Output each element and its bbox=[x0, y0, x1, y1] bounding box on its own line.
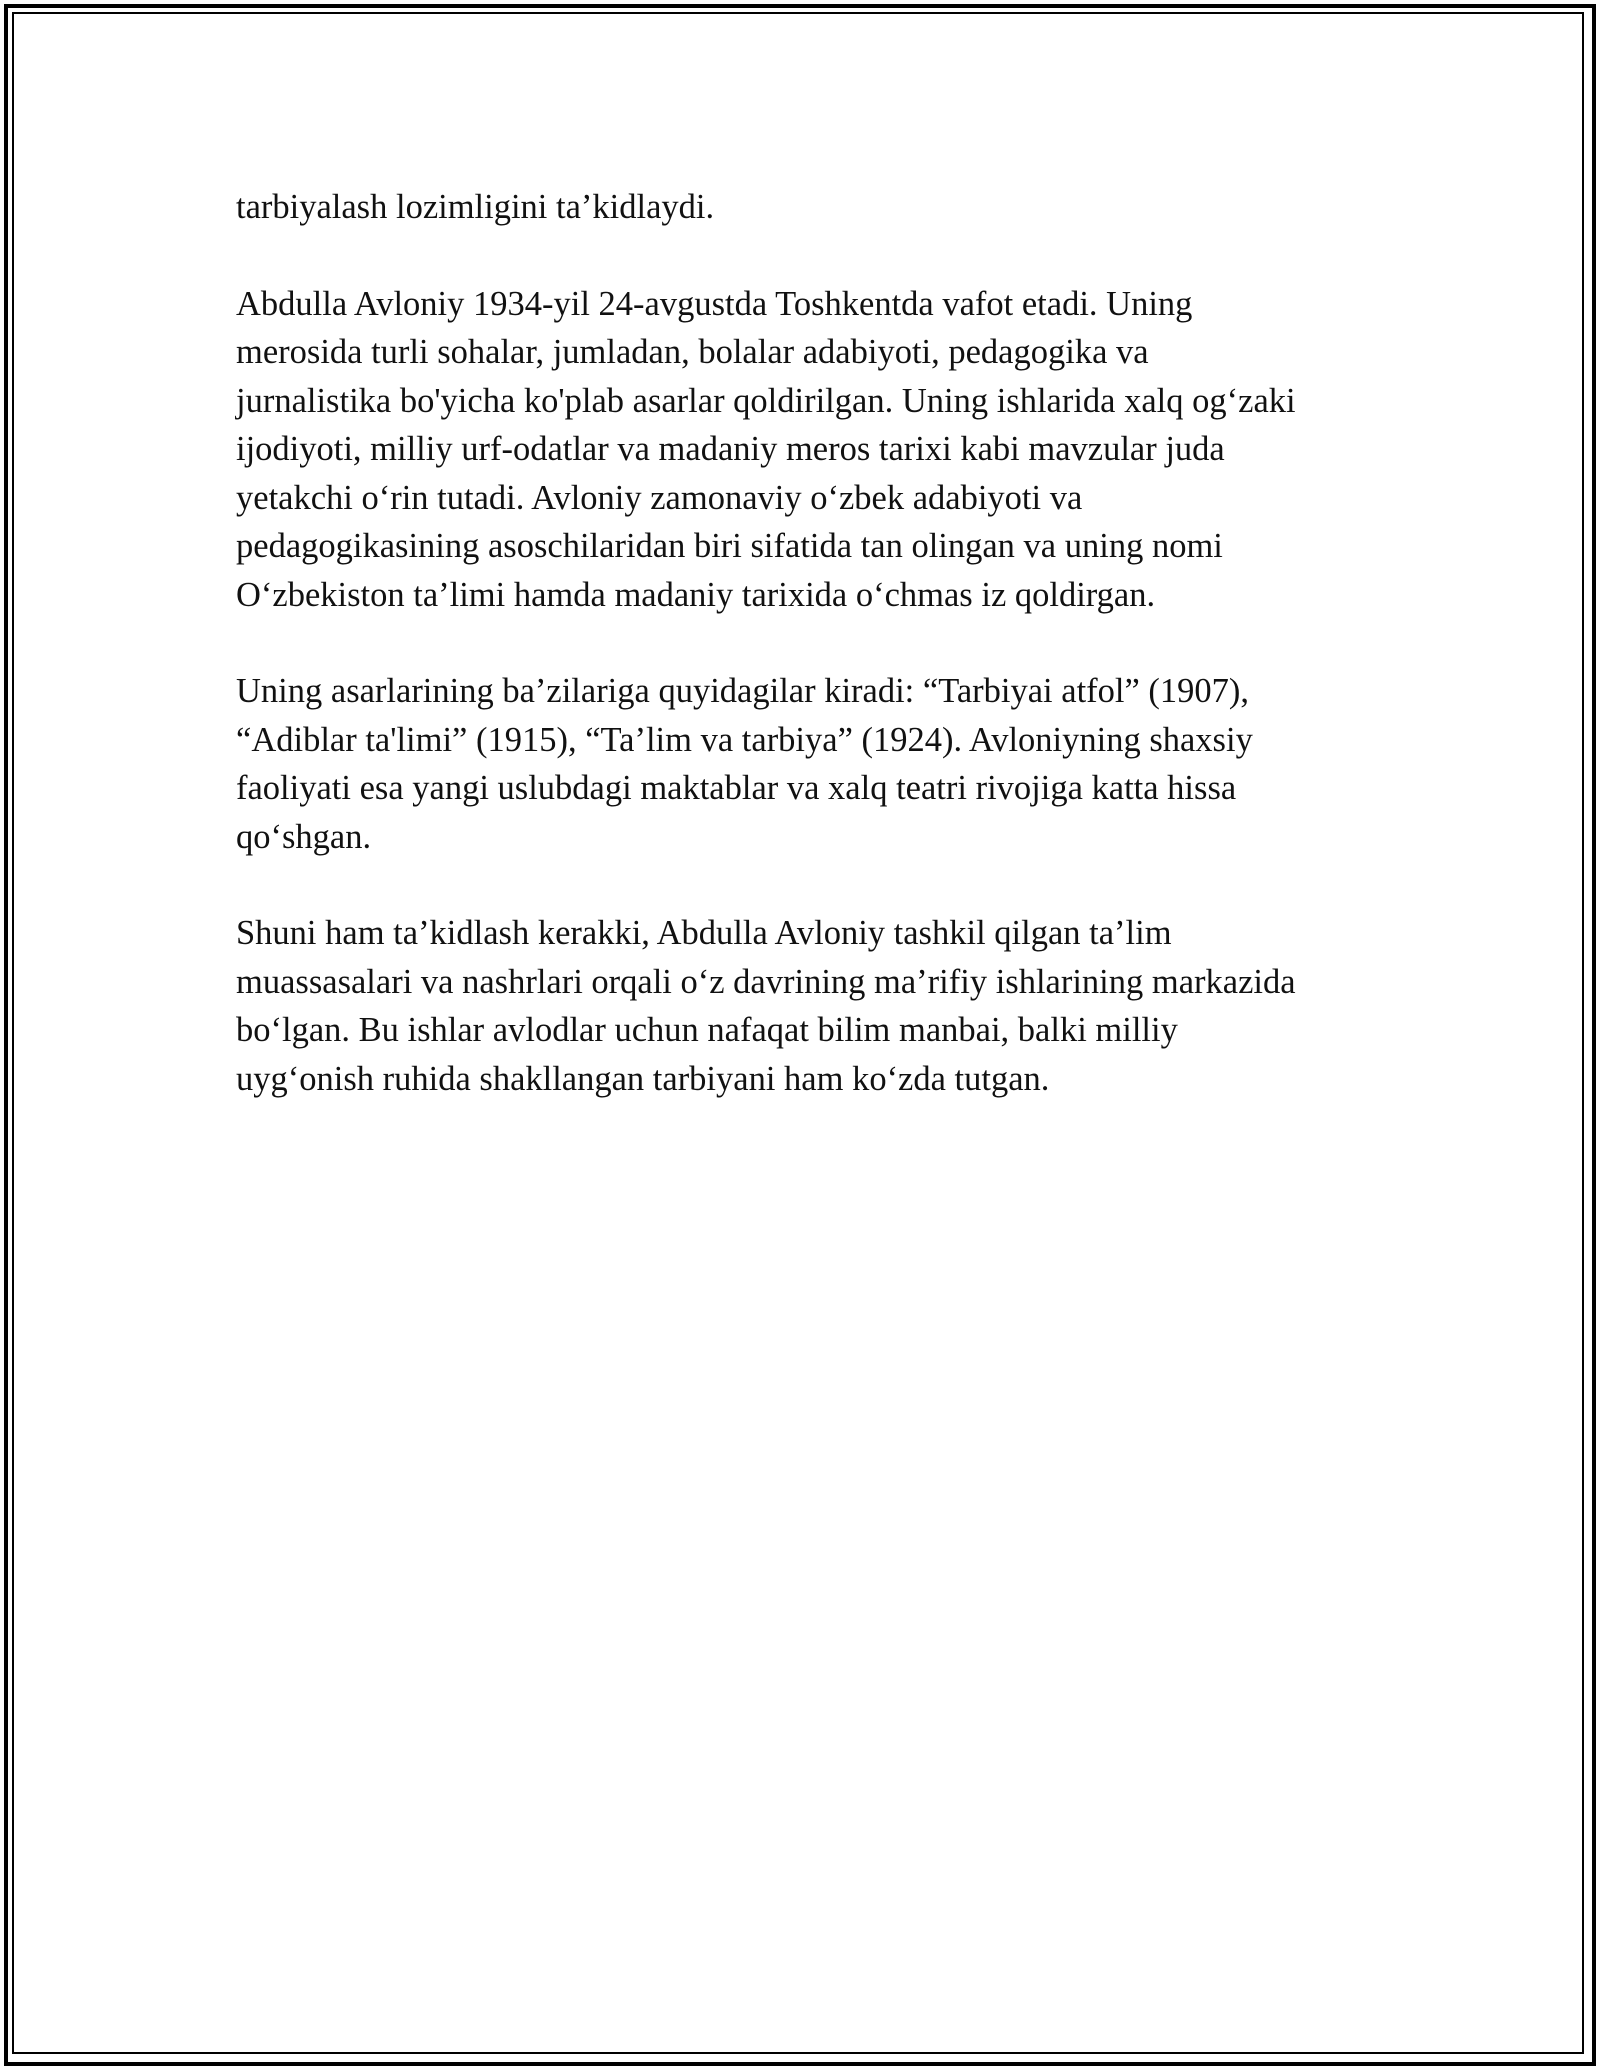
text-line: qo‘shgan. bbox=[236, 817, 372, 856]
text-line: Abdulla Avloniy 1934-yil 24-avgustda Toshkentda vafot etadi. Uning bbox=[236, 284, 1193, 323]
paragraph-3 bbox=[236, 667, 1376, 861]
text-line: merosida turli sohalar, jumladan, bolalar adabiyoti, pedagogika va bbox=[236, 333, 1149, 371]
paragraph-4 bbox=[236, 909, 1376, 1103]
text-line: Shuni ham ta’kidlash kerakki, Abdulla Avloniy tashkil qilgan ta’lim bbox=[236, 914, 1172, 952]
text-line: muassasalari va nashrlari orqali o‘z davrining ma’rifiy ishlarining markazida bbox=[236, 962, 1296, 1001]
document-body bbox=[236, 183, 1376, 1151]
text-line: uyg‘onish ruhida shakllangan tarbiyani ham ko‘zda tutgan. bbox=[236, 1059, 1050, 1098]
paragraph-1 bbox=[236, 183, 1376, 232]
text-line: Uning asarlarining ba’zilariga quyidagilar kiradi: “Tarbiyai atfol” (1907), bbox=[236, 672, 1250, 710]
text-line: faoliyati esa yangi uslubdagi maktablar va xalq teatri rivojiga katta hissa bbox=[236, 769, 1237, 807]
text-line: jurnalistika bo'yicha ko'plab asarlar qoldirilgan. Uning ishlarida xalq og‘zaki bbox=[236, 381, 1296, 420]
text-line: “Adiblar ta'limi” (1915), “Ta’lim va tarbiya” (1924). Avloniyning shaxsiy bbox=[236, 720, 1253, 759]
text-line: pedagogikasining asoschilaridan biri sifatida tan olingan va uning nomi bbox=[236, 527, 1223, 565]
text-line: O‘zbekiston ta’limi hamda madaniy tarixida o‘chmas iz qoldirgan. bbox=[236, 575, 1156, 614]
paragraph-2 bbox=[236, 280, 1376, 620]
text-line: tarbiyalash lozimligini ta’kidlaydi. bbox=[236, 188, 715, 226]
text-line: ijodiyoti, milliy urf-odatlar va madaniy meros tarixi kabi mavzular juda bbox=[236, 430, 1225, 468]
text-line: bo‘lgan. Bu ishlar avlodlar uchun nafaqat bilim manbai, balki milliy bbox=[236, 1011, 1178, 1049]
text-line: yetakchi o‘rin tutadi. Avloniy zamonaviy o‘zbek adabiyoti va bbox=[236, 478, 1083, 517]
